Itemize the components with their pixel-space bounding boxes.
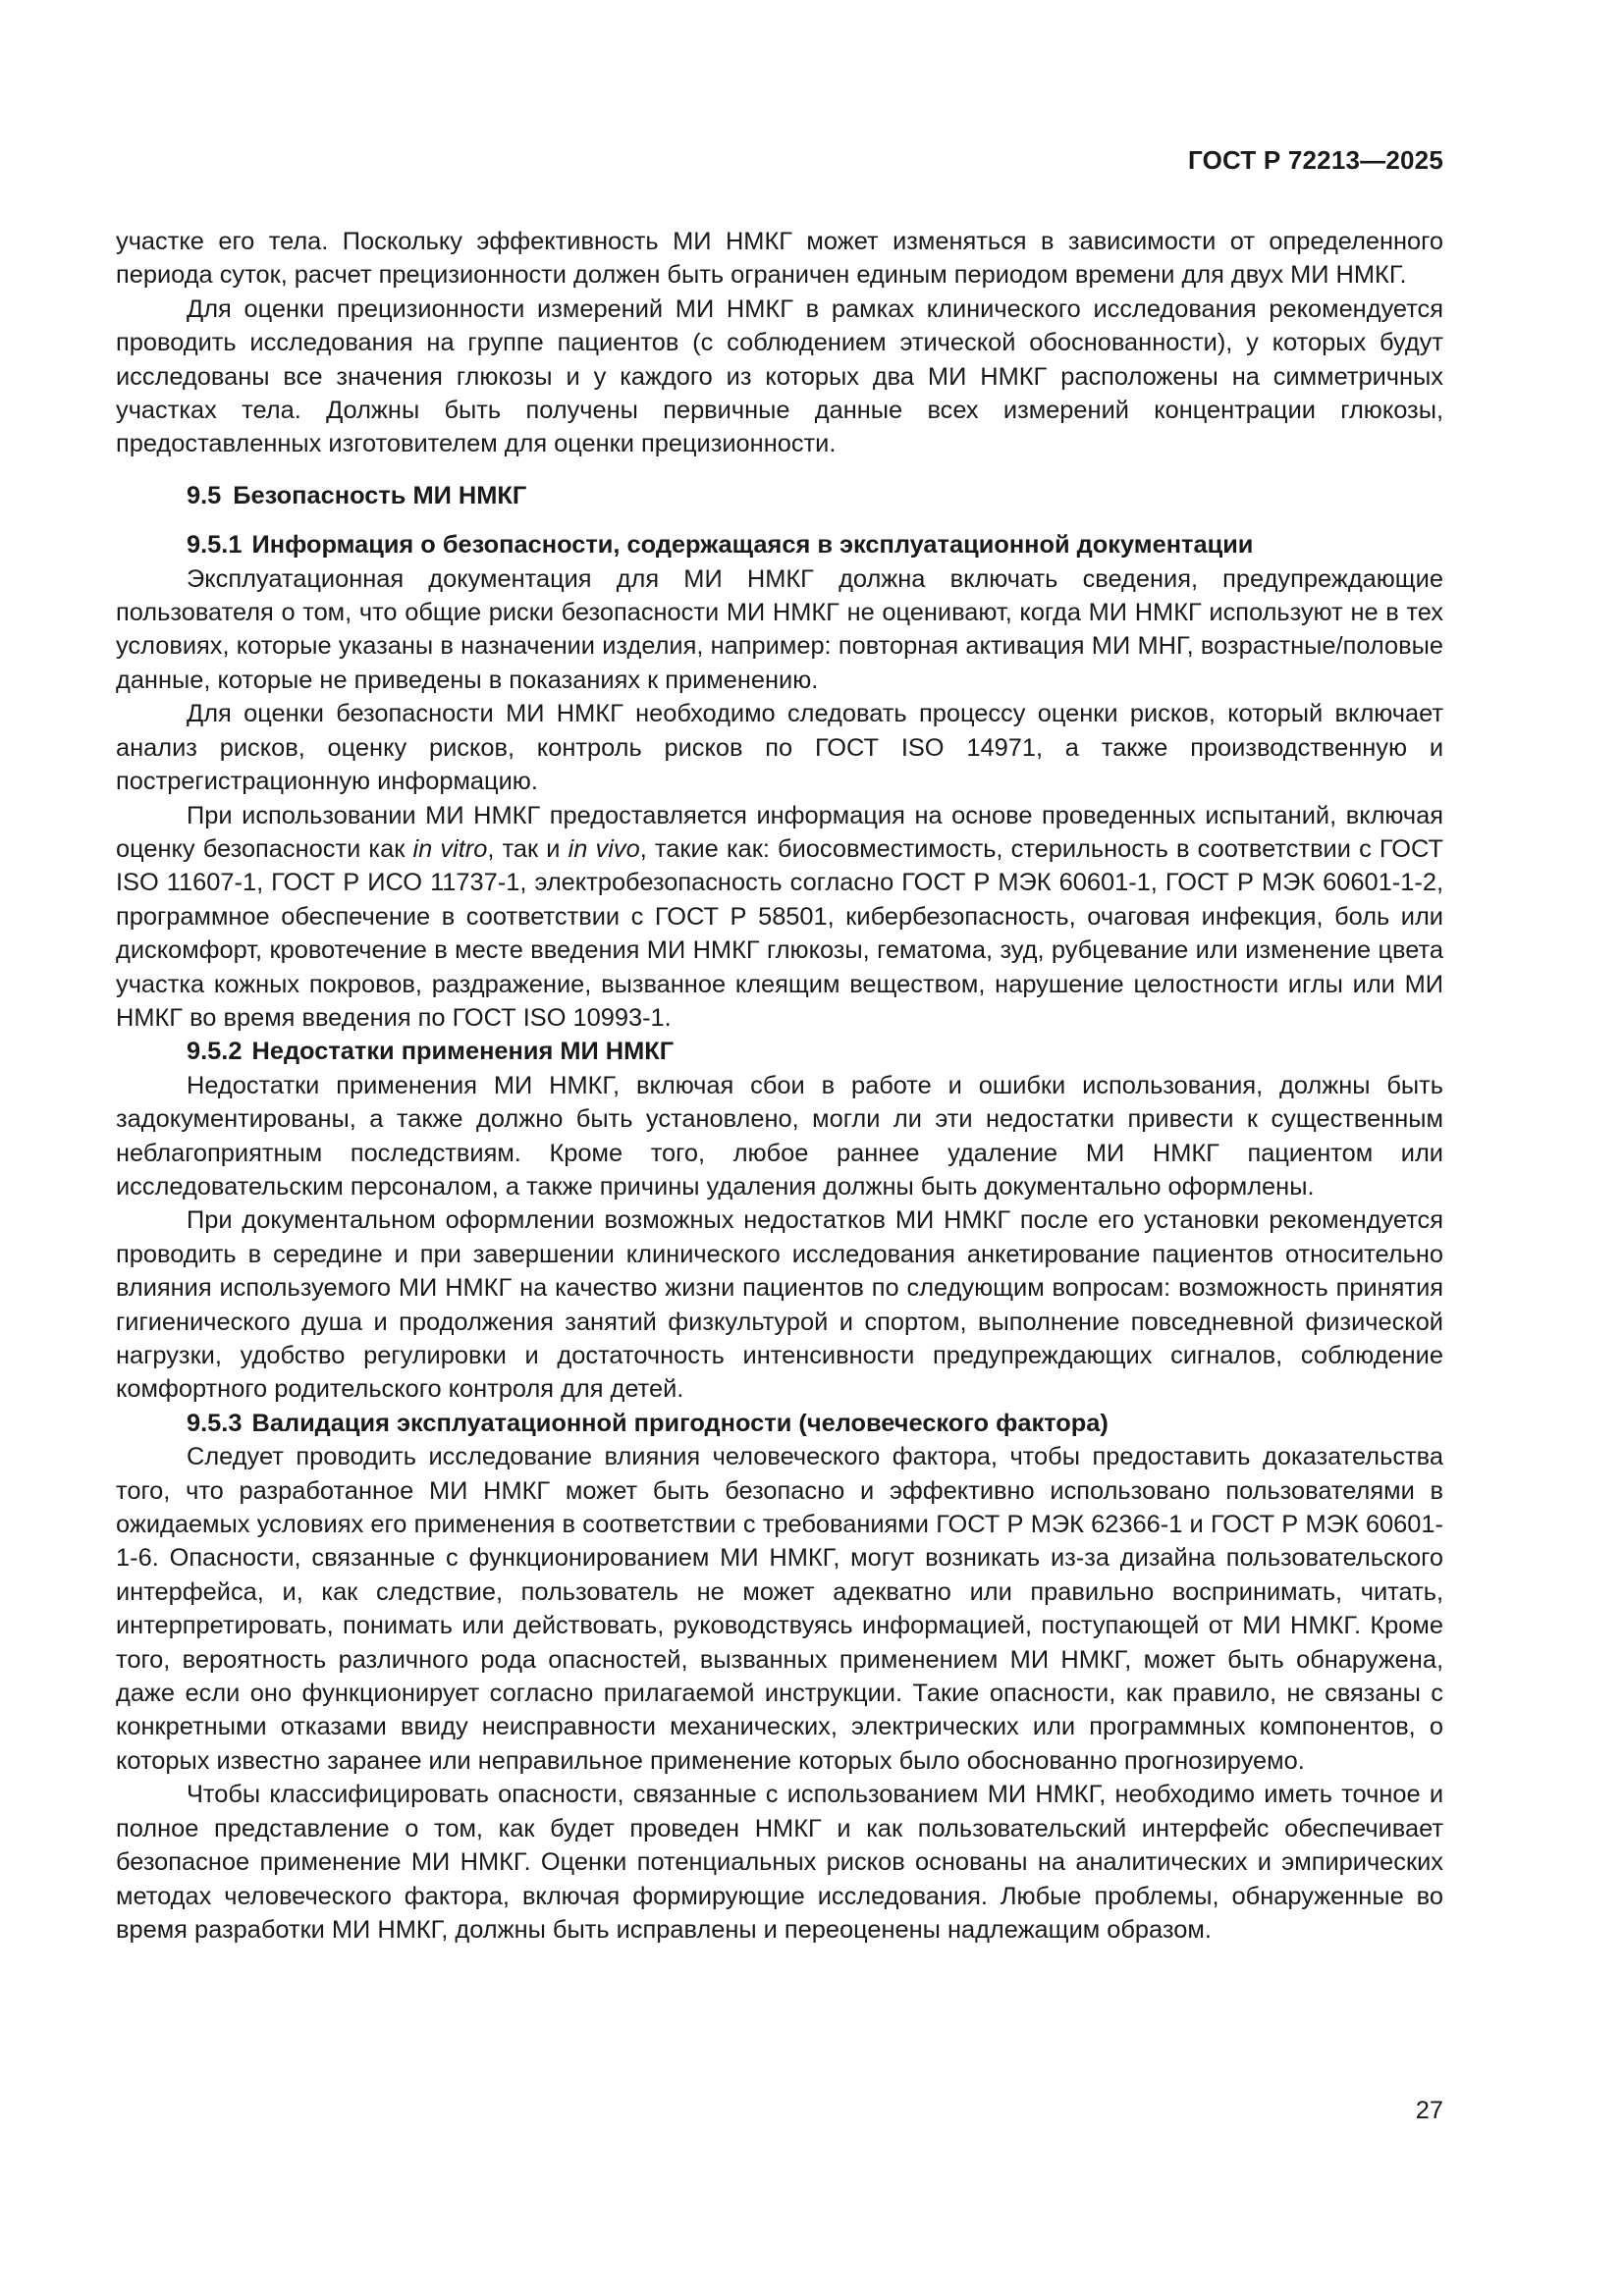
- section-heading-9-5-2: [116, 1035, 1443, 1068]
- emphasis-in-vivo: in vivo: [568, 834, 640, 863]
- section-number: 9.5.1: [187, 531, 243, 560]
- section-title: Безопасность МИ НМКГ: [233, 481, 527, 509]
- paragraph-risk-assessment: Для оценки безопасности МИ НМКГ необходимо следовать процессу оценки рисков, который включает анализ рисков, оценку рисков, контроль рисков по ГОСТ ISO 14971, а также производственную и пострегистрационную информацию.: [116, 700, 1443, 796]
- paragraph-hazard-classification: Чтобы классифицировать опасности, связанные с использованием МИ НМКГ, необходимо иметь точное и полное представление о том, как будет проведен НМКГ и как пользовательский интерфейс обеспечивает безопасное применение МИ НМКГ. Оценки потенциальных рисков основаны на аналитических и эмпирических методах человеческого фактора, включая формирующие исследования. Любые проблемы, обнаруженные во время разработки МИ НМКГ, должны быть исправлены и переоценены надлежащим образом.: [116, 1781, 1443, 1944]
- section-heading-9-5: [116, 479, 1443, 512]
- section-number: 9.5.2: [187, 1038, 243, 1066]
- paragraph-safety-tests: При использовании МИ НМКГ предоставляется информация на основе проведенных испытаний, включая оценку безопасности как in vitro, так и in vivo, такие как: биосовместимость, стерильность в соответствии с ГОСТ ISO 11607-1, ГОСТ Р ИСО 11737-1, электробезопасность согласно ГОСТ Р МЭК 60601-1, ГОСТ Р МЭК 60601-1-2, программное обеспечение в соответствии с ГОСТ Р 58501, кибербезопасность, очаговая инфекция, боль или дискомфорт, кровотечение в месте введения МИ НМКГ глюкозы, гематома, зуд, рубцевание или изменение цвета участка кожных покровов, раздражение, вызванное клеящим веществом, нарушение целостности иглы или МИ НМКГ во время введения по ГОСТ ISO 10993-1.: [116, 801, 1443, 1032]
- section-number: 9.5.3: [187, 1409, 243, 1437]
- paragraph-precision-assessment: Для оценки прецизионности измерений МИ НМКГ в рамках клинического исследования рекомендуется проводить исследования на группе пациентов (с соблюдением этической обоснованности), у которых будут исследованы все значения глюкозы и у каждого из которых два МИ НМКГ расположены на симметричных участках тела. Должны быть получены первичные данные всех измерений концентрации глюкозы, предоставленных изготовителем для оценки прецизионности.: [116, 294, 1443, 458]
- section-number: 9.5: [187, 481, 222, 509]
- section-heading-9-5-1: [116, 528, 1443, 561]
- section-title: Информация о безопасности, содержащаяся в эксплуатационной документации: [251, 531, 1254, 560]
- paragraph-continuation: участке его тела. Поскольку эффективность МИ НМКГ может изменяться в зависимости от определенного периода суток, расчет прецизионности должен быть ограничен единым периодом времени для двух МИ НМКГ.: [116, 228, 1443, 290]
- paragraph-human-factor-study: Следует проводить исследование влияния человеческого фактора, чтобы предоставить доказательства того, что разработанное МИ НМКГ может быть безопасно и эффективно использовано пользователями в ожидаемых условиях его применения в соответствии с требованиями ГОСТ Р МЭК 62366-1 и ГОСТ Р МЭК 60601-1-6. Опасности, связанные с функционированием МИ НМКГ, могут возникать из-за дизайна пользовательского интерфейса, и, как следствие, пользователь не может адекватно или правильно воспринимать, читать, интерпретировать, понимать или действовать, руководствуясь информацией, поступающей от МИ НМКГ. Кроме того, вероятность различного рода опасностей, вызванных применением МИ НМКГ, может быть обнаружена, даже если оно функционирует согласно прилагаемой инструкции. Такие опасности, как правило, не связаны с конкретными отказами ввиду неисправности механических, электрических или программных компонентов, о которых известно заранее или неправильное применение которых было обоснованно прогнозируемо.: [116, 1443, 1443, 1775]
- section-title: Недостатки применения МИ НМКГ: [251, 1038, 675, 1066]
- emphasis-in-vitro: in vitro: [412, 834, 488, 863]
- paragraph-operational-docs: Эксплуатационная документация для МИ НМКГ должна включать сведения, предупреждающие пользователя о том, что общие риски безопасности МИ НМКГ не оценивают, когда МИ НМКГ используют не в тех условиях, которые указаны в назначении изделия, например: повторная активация МИ МНГ, возрастные/половые данные, которые не приведены в показаниях к применению.: [116, 564, 1443, 694]
- page-content: [116, 225, 1443, 1947]
- paragraph-application-drawbacks: Недостатки применения МИ НМКГ, включая сбои в работе и ошибки использования, должны быть задокументированы, а также должно быть установлено, могли ли эти недостатки привести к существенным неблагоприятным последствиям. Кроме того, любое раннее удаление МИ НМКГ пациентом или исследовательским персоналом, а также причины удаления должны быть документально оформлены.: [116, 1071, 1443, 1201]
- section-title: Валидация эксплуатационной пригодности (человеческого фактора): [251, 1409, 1109, 1437]
- document-designation: ГОСТ Р 72213—2025: [1188, 145, 1443, 175]
- paragraph-patient-survey: При документальном оформлении возможных недостатков МИ НМКГ после его установки рекомендуется проводить в середине и при завершении клинического исследования анкетирование пациентов относительно влияния используемого МИ НМКГ на качество жизни пациентов по следующим вопросам: возможность принятия гигиенического душа и продолжения занятий физкультурой и спортом, выполнение повседневной физической нагрузки, удобство регулировки и достаточность интенсивности предупреждающих сигналов, соблюдение комфортного родительского контроля для детей.: [116, 1206, 1443, 1404]
- section-heading-9-5-3: [116, 1407, 1443, 1440]
- page-number: 27: [1415, 2097, 1443, 2124]
